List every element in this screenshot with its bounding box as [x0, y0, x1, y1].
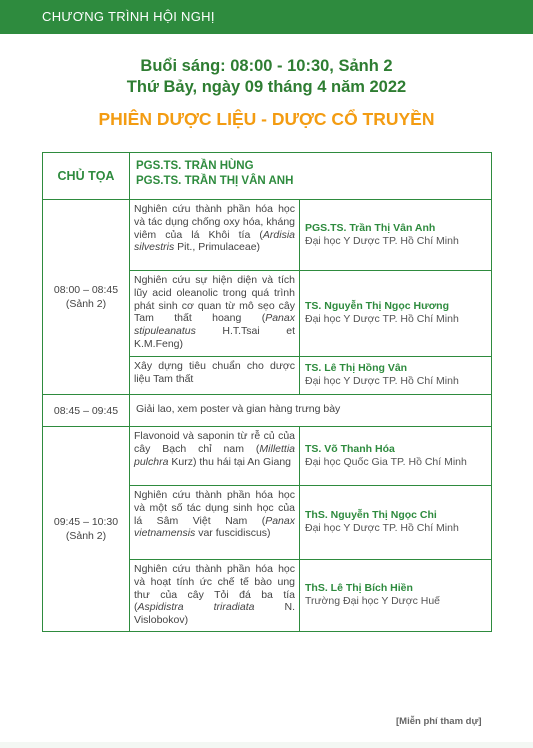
- time-slot-1: [43, 200, 130, 395]
- time-slot-2: [43, 427, 130, 632]
- topic-text: Xây dựng tiêu chuẩn cho dược liệu Tam thất: [134, 360, 295, 385]
- footer-divider: [0, 742, 533, 748]
- topic-text: N. Vislobokov): [134, 601, 296, 627]
- time-range: 08:00 – 08:45: [53, 284, 119, 296]
- speaker-name: TS. Nguyễn Thị Ngọc Hương: [305, 300, 449, 313]
- topic-species: Panax vietnamensis: [134, 514, 295, 540]
- speaker-org: Đại học Y Dược TP. Hồ Chí Minh: [305, 234, 459, 247]
- talk-speaker: [300, 200, 492, 271]
- speaker-org: Trường Đại học Y Dược Huế: [305, 594, 441, 607]
- time-room: (Sảnh 2): [65, 298, 107, 310]
- speaker-name: PGS.TS. Trần Thị Vân Anh: [305, 221, 436, 234]
- speaker-org: Đại học Y Dược TP. Hồ Chí Minh: [305, 375, 459, 387]
- topic-text: H.T.Tsai et K.M.Feng): [134, 325, 295, 350]
- speaker-name: ThS. Nguyễn Thị Ngọc Chi: [305, 509, 437, 522]
- break-row: [43, 395, 492, 427]
- speaker-org: Đại học Y Dược TP. Hồ Chí Minh: [305, 313, 459, 325]
- topic-text: Nghiên cứu sự hiện diện và tích lũy acid oleanolic trong quá trình phát sinh cơ quan từ mô sẹo cây Tam thất hoang (: [134, 274, 295, 325]
- session-name: PHIÊN DƯỢC LIỆU - DƯỢC CỔ TRUYỀN: [98, 109, 435, 129]
- topic-species: Aspidistra triradiata: [137, 601, 255, 614]
- speaker-org: Đại học Quốc Gia TP. Hồ Chí Minh: [305, 455, 467, 468]
- talk-speaker: [300, 357, 492, 395]
- topic-text: var fuscidiscus): [195, 527, 271, 540]
- topic-text: Kurz) thu hái tại An Giang: [168, 455, 292, 468]
- talk-speaker: [300, 486, 492, 560]
- chair-names: [130, 153, 492, 200]
- session-date-line: Thứ Bảy, ngày 09 tháng 4 năm 2022: [126, 78, 407, 96]
- talk-topic: [130, 271, 300, 357]
- speaker-name: TS. Lê Thị Hồng Vân: [305, 362, 408, 375]
- topic-text: Nghiên cứu thành phần hóa học và một số tác dụng sinh học của lá Sâm Việt Nam (: [134, 489, 295, 527]
- chair-name: PGS.TS. TRẦN HÙNG: [136, 160, 254, 172]
- talk-speaker: [300, 427, 492, 486]
- table-row: [43, 427, 492, 486]
- talk-speaker: [300, 560, 492, 632]
- chair-label: CHỦ TỌA: [43, 153, 130, 200]
- topic-species: Ardisia silvestris: [134, 228, 295, 254]
- talk-topic: [130, 357, 300, 395]
- table-row: [43, 200, 492, 271]
- header-bar: [0, 0, 533, 34]
- talk-topic: [130, 560, 300, 632]
- talk-topic: [130, 427, 300, 486]
- topic-text: Flavonoid và saponin từ rễ củ của cây Bạch chỉ nam (: [134, 430, 295, 455]
- header-title: CHƯƠNG TRÌNH HỘI NGHỊ: [42, 9, 215, 24]
- session-time-line: Buổi sáng: 08:00 - 10:30, Sảnh 2: [140, 57, 393, 75]
- speaker-name: ThS. Lê Thị Bích Hiền: [305, 582, 413, 595]
- chair-row: [43, 153, 492, 200]
- chair-name: PGS.TS. TRẦN THỊ VÂN ANH: [136, 175, 294, 187]
- talk-speaker: [300, 271, 492, 357]
- time-room: (Sảnh 2): [65, 529, 107, 542]
- speaker-org: Đại học Y Dược TP. Hồ Chí Minh: [305, 522, 459, 534]
- topic-species: Millettia pulchra: [134, 442, 295, 468]
- time-range: 09:45 – 10:30: [53, 515, 119, 528]
- topic-text: Nghiên cứu thành phần hóa học và hoạt tính ức chế tế bào ung thư của cây Tỏi đá ba tía (: [134, 563, 295, 614]
- talk-topic: [130, 200, 300, 271]
- topic-text: Pit., Primulaceae): [174, 241, 261, 254]
- break-time: 08:45 – 09:45: [43, 395, 130, 427]
- footer-note: [Miễn phí tham dự]: [396, 716, 482, 727]
- speaker-name: TS. Võ Thanh Hóa: [305, 442, 395, 455]
- topic-text: Nghiên cứu thành phần hóa học và tác dụng chống oxy hóa, kháng viêm của lá Khôi tía (: [134, 203, 295, 241]
- program-table: [42, 152, 492, 632]
- topic-species: Panax stipuleanatus: [134, 312, 295, 338]
- break-text: Giải lao, xem poster và gian hàng trưng bày: [130, 395, 492, 427]
- talk-topic: [130, 486, 300, 560]
